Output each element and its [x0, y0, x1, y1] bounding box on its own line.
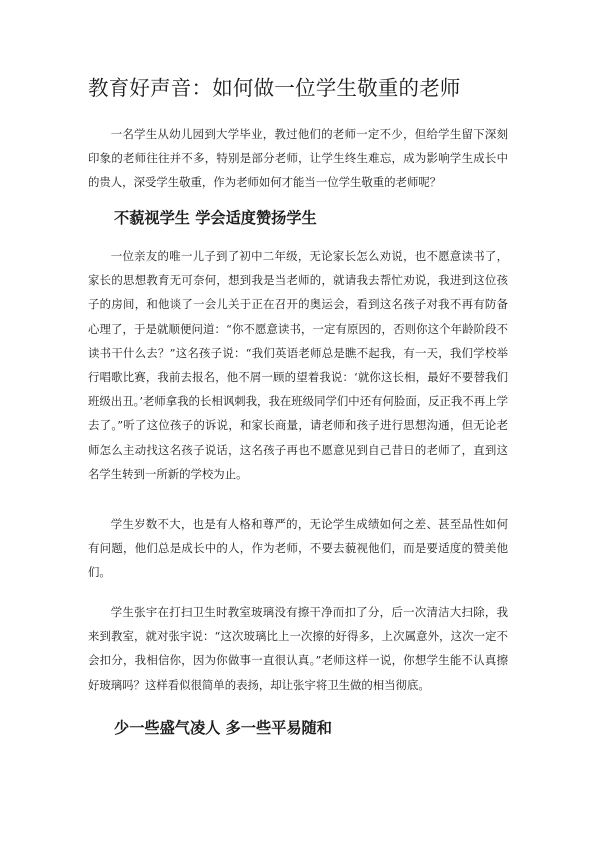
document-title: 教育好声音：如何做一位学生敬重的老师 [88, 76, 461, 100]
section-heading-respect: 不藐视学生 学会适度赞扬学生 [114, 209, 317, 227]
story-paragraph: 一位亲友的唯一儿子到了初中二年级，无论家长怎么劝说，也不愿意读书了，家长的思想教育无可奈何，想到我是当老师的，就请我去帮忙劝说，我进到这位孩子的房间，和他谈了一会儿关于正在召开的奥运会，看到这名孩子对我不再有防备心理了，于是就顺便问道：“你不愿意读书，一定有原因的，否则你这个年龄阶段不读书干什么去？”这名孩子说：“我们英语老师总是瞧不起我，有一天，我们学校举行唱歌比赛，我前去报名，他不屑一顾的望着我说：‘就你这长相，最好不要替我们班级出丑。’老师拿我的长相讽刺我，我在班级同学们中还有何脸面，反正我不再上学去了。”听了这位孩子的诉说，和家长商量，请老师和孩子进行思想沟通，但无论老师怎么主动找这名孩子说话，这名孩子再也不愿意见到自己昔日的老师了，直到这名学生转到一所新的学校为止。 [88, 249, 508, 481]
praise-example-paragraph: 学生张宇在打扫卫生时教室玻璃没有擦干净而扣了分，后一次清洁大扫除，我来到教室，就对张宇说：“这次玻璃比上一次擦的好得多，上次属意外，这次一定不会扣分，我相信你，因为你做事一直很认真。”老师这样一说，你想学生能不认真擦好玻璃吗？这样看似很简单的表扬，却让张宇将卫生做的相当彻底。 [88, 605, 508, 692]
intro-paragraph: 一名学生从幼儿园到大学毕业，教过他们的老师一定不少，但给学生留下深刻印象的老师往往并不多，特别是部分老师，让学生终生难忘，成为影响学生成长中的贵人，深受学生敬重，作为老师如何才能当一位学生敬重的老师呢？ [88, 127, 508, 190]
dignity-paragraph: 学生岁数不大，也是有人格和尊严的，无论学生成绩如何之差、甚至品性如何有问题，他们总是成长中的人，作为老师，不要去藐视他们，而是要适度的赞美他们。 [88, 517, 508, 580]
section-heading-humility: 少一些盛气凌人 多一些平易随和 [114, 719, 332, 737]
